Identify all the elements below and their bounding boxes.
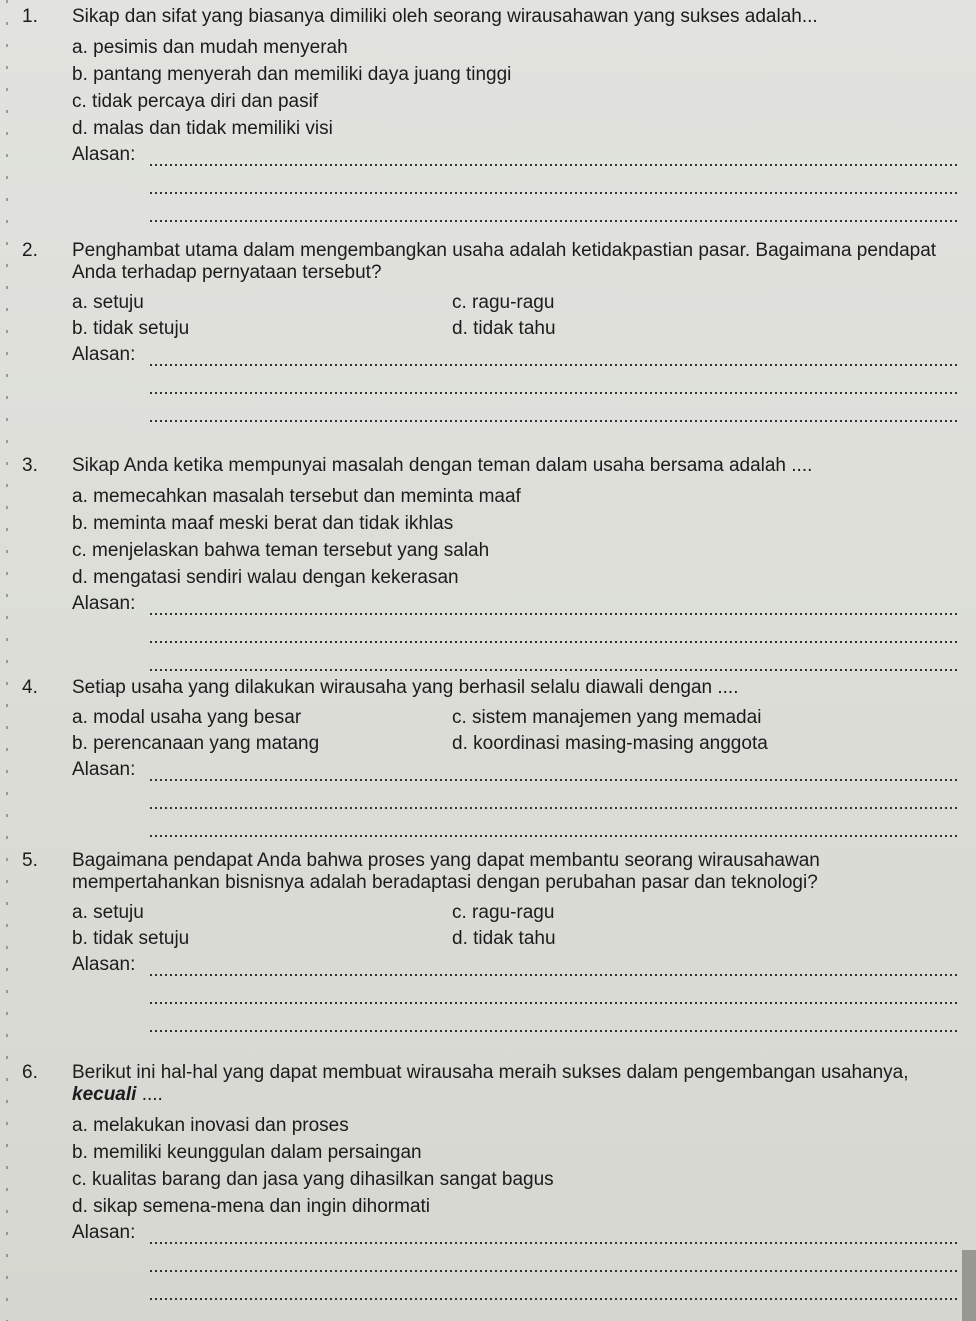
option-c[interactable]: c. ragu-ragu: [452, 292, 555, 313]
question-text: Penghambat utama dalam mengembangkan usaha adalah ketidakpastian pasar. Bagaimana pendapat Anda terhadap pernyataan tersebut?: [72, 240, 937, 283]
answer-line[interactable]: [150, 1030, 957, 1032]
answer-line[interactable]: [150, 392, 957, 394]
option-c[interactable]: c. kualitas barang dan jasa yang dihasilkan sangat bagus: [72, 1169, 554, 1190]
reason-field[interactable]: [72, 954, 957, 1042]
answer-line[interactable]: [150, 164, 957, 166]
question-text-end: ....: [136, 1084, 163, 1105]
reason-label: Alasan:: [72, 1222, 136, 1243]
question-number: 4.: [22, 677, 38, 698]
answer-line[interactable]: [150, 613, 957, 615]
answer-line[interactable]: [150, 669, 957, 671]
option-b[interactable]: b. tidak setuju: [72, 928, 190, 949]
answer-line[interactable]: [150, 1242, 957, 1244]
answer-line[interactable]: [150, 1002, 957, 1004]
option-grid: [72, 900, 957, 952]
answer-line[interactable]: [150, 807, 957, 809]
answer-line[interactable]: [150, 364, 957, 366]
option-d[interactable]: d. malas dan tidak memiliki visi: [72, 118, 333, 139]
question-4: [22, 677, 957, 847]
question-2: [22, 240, 957, 432]
reason-label: Alasan:: [72, 144, 136, 165]
option-list: [72, 34, 957, 142]
option-grid: [72, 290, 957, 342]
question-number: 1.: [22, 6, 38, 27]
option-c[interactable]: c. sistem manajemen yang memadai: [452, 707, 762, 728]
question-number: 3.: [22, 455, 38, 476]
option-a[interactable]: a. setuju: [72, 902, 144, 923]
question-1: [22, 6, 957, 232]
answer-line[interactable]: [150, 1298, 957, 1300]
reason-field[interactable]: [72, 593, 957, 681]
question-text-main: Berikut ini hal-hal yang dapat membuat wirausaha meraih sukses dalam pengembangan usahanya,: [72, 1062, 909, 1083]
answer-line[interactable]: [150, 974, 957, 976]
question-text-emphasis: kecuali: [72, 1084, 137, 1105]
option-d[interactable]: d. tidak tahu: [452, 318, 556, 339]
option-c[interactable]: c. menjelaskan bahwa teman tersebut yang salah: [72, 540, 490, 561]
answer-line[interactable]: [150, 420, 957, 422]
option-b[interactable]: b. pantang menyerah dan memiliki daya juang tinggi: [72, 64, 512, 85]
answer-line[interactable]: [150, 779, 957, 781]
option-b[interactable]: b. memiliki keunggulan dalam persaingan: [72, 1142, 422, 1163]
page-edge-shadow: [962, 1250, 976, 1321]
reason-label: Alasan:: [72, 759, 136, 780]
reason-field[interactable]: [72, 759, 957, 847]
reason-field[interactable]: [72, 344, 957, 432]
option-b[interactable]: b. tidak setuju: [72, 318, 190, 339]
option-b[interactable]: b. meminta maaf meski berat dan tidak ikhlas: [72, 513, 454, 534]
question-text: Sikap Anda ketika mempunyai masalah dengan teman dalam usaha bersama adalah ....: [72, 455, 813, 476]
question-text: Setiap usaha yang dilakukan wirausaha yang berhasil selalu diawali dengan ....: [72, 677, 739, 698]
reason-field[interactable]: [72, 1222, 957, 1310]
option-a[interactable]: a. pesimis dan mudah menyerah: [72, 37, 348, 58]
question-text: [72, 1062, 957, 1106]
binding-margin: [6, 0, 8, 1321]
answer-line[interactable]: [150, 192, 957, 194]
option-d[interactable]: d. tidak tahu: [452, 928, 556, 949]
option-a[interactable]: a. modal usaha yang besar: [72, 707, 302, 728]
option-a[interactable]: a. melakukan inovasi dan proses: [72, 1115, 349, 1136]
question-number: 2.: [22, 240, 38, 261]
option-list: [72, 1112, 957, 1220]
option-d[interactable]: d. koordinasi masing-masing anggota: [452, 733, 768, 754]
option-d[interactable]: d. mengatasi sendiri walau dengan kekerasan: [72, 567, 459, 588]
question-number: 5.: [22, 850, 38, 871]
question-text: Sikap dan sifat yang biasanya dimiliki oleh seorang wirausahawan yang sukses adalah...: [72, 6, 818, 27]
option-list: [72, 483, 957, 591]
reason-label: Alasan:: [72, 593, 136, 614]
reason-label: Alasan:: [72, 344, 136, 365]
answer-line[interactable]: [150, 1270, 957, 1272]
question-number: 6.: [22, 1062, 38, 1083]
answer-line[interactable]: [150, 220, 957, 222]
question-3: [22, 455, 957, 681]
question-6: [22, 1062, 957, 1310]
reason-label: Alasan:: [72, 954, 136, 975]
reason-field[interactable]: [72, 144, 957, 232]
option-b[interactable]: b. perencanaan yang matang: [72, 733, 320, 754]
option-a[interactable]: a. setuju: [72, 292, 144, 313]
question-5: [22, 850, 957, 1042]
question-text: Bagaimana pendapat Anda bahwa proses yang dapat membantu seorang wirausahawan mempertahankan bisnisnya adalah beradaptasi dengan perubahan pasar dan teknologi?: [72, 850, 820, 893]
option-c[interactable]: c. tidak percaya diri dan pasif: [72, 91, 319, 112]
answer-line[interactable]: [150, 835, 957, 837]
option-c[interactable]: c. ragu-ragu: [452, 902, 555, 923]
option-a[interactable]: a. memecahkan masalah tersebut dan meminta maaf: [72, 486, 521, 507]
option-grid: [72, 705, 957, 757]
answer-line[interactable]: [150, 641, 957, 643]
option-d[interactable]: d. sikap semena-mena dan ingin dihormati: [72, 1196, 431, 1217]
